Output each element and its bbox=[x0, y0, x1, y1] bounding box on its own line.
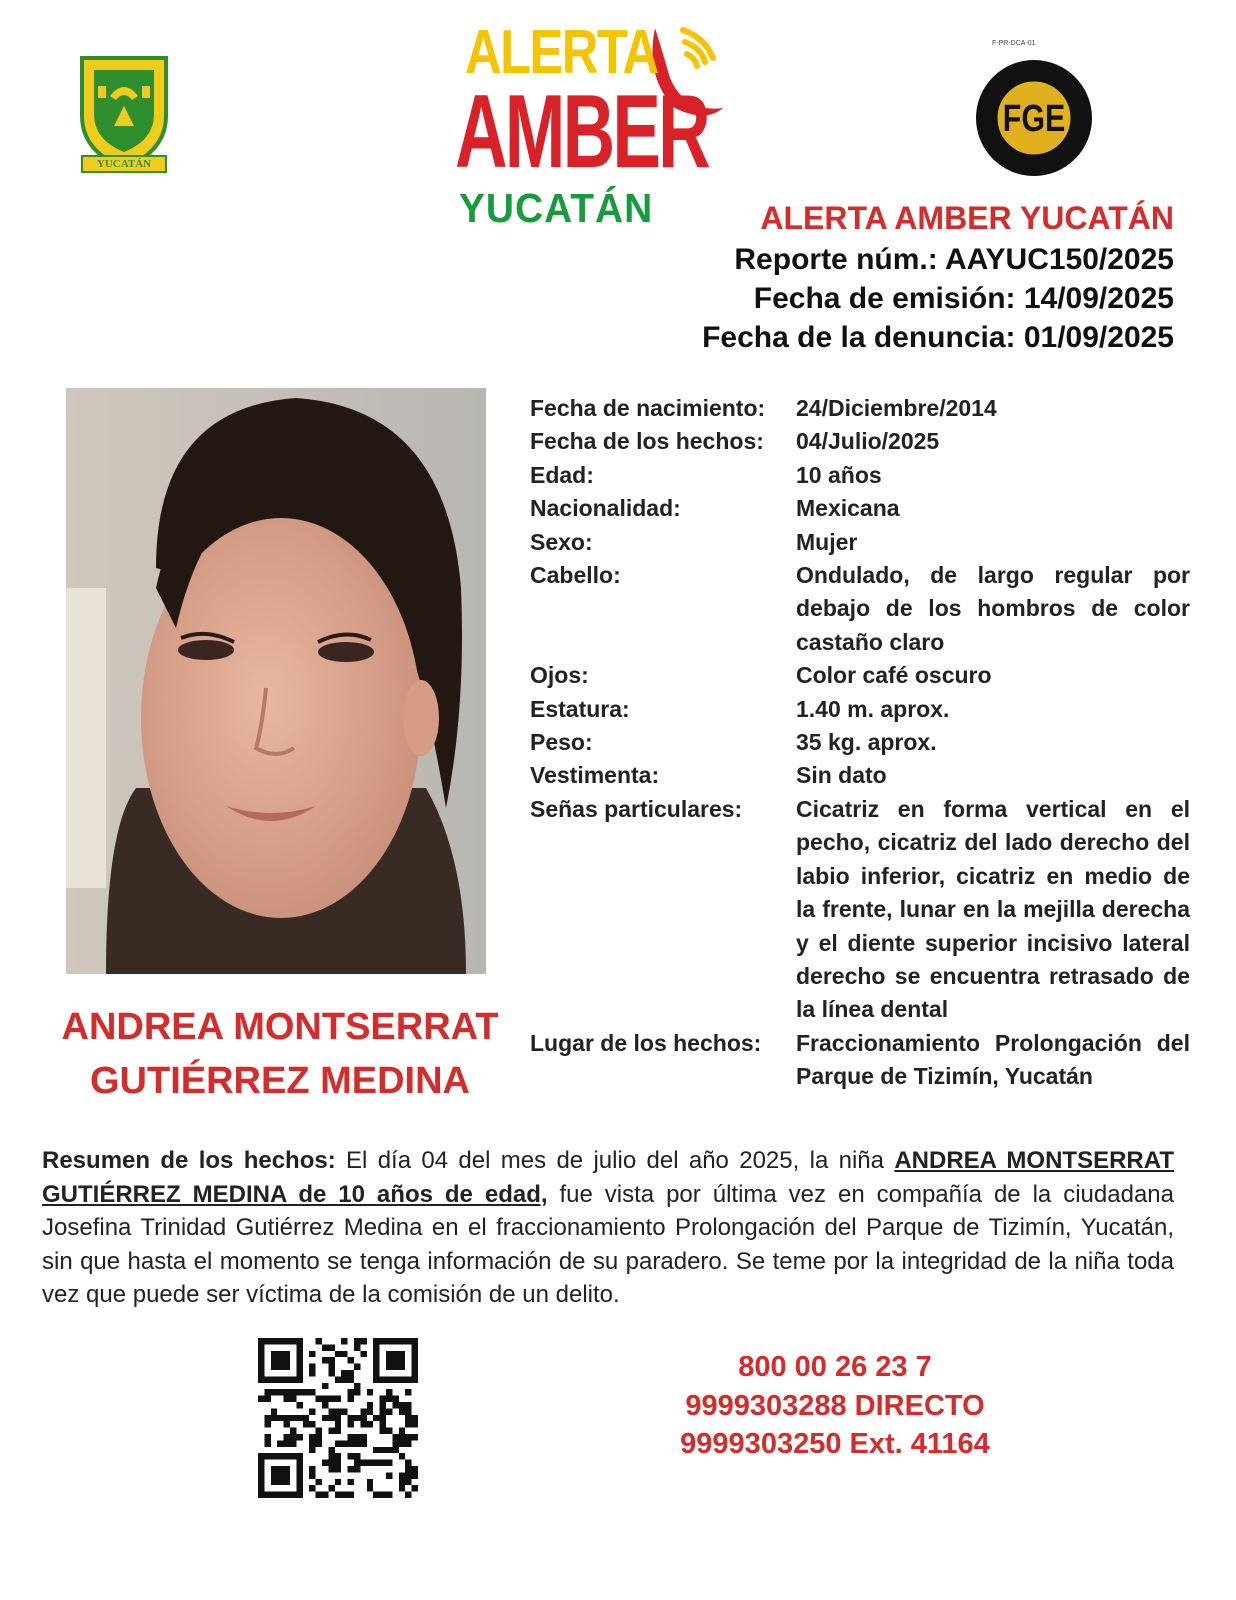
detail-row bbox=[530, 459, 1190, 492]
qr-code[interactable] bbox=[258, 1338, 418, 1498]
detail-row bbox=[530, 759, 1190, 792]
detail-label: Cabello: bbox=[530, 562, 621, 589]
detail-label: Edad: bbox=[530, 461, 594, 488]
detail-value: Mujer bbox=[796, 528, 858, 555]
phone-line-1[interactable]: 800 00 26 23 7 bbox=[738, 1351, 932, 1383]
detail-label: Nacionalidad: bbox=[530, 495, 681, 522]
missing-child-name bbox=[30, 1000, 530, 1108]
report-number: Reporte núm.: AAYUC150/2025 bbox=[734, 243, 1174, 276]
detail-value: Color café oscuro bbox=[796, 662, 992, 689]
coat-label: YUCATÁN bbox=[96, 158, 152, 170]
detail-row bbox=[530, 559, 1190, 659]
detail-row bbox=[530, 392, 1190, 425]
summary-rest: fue vista por última vez en compañía de la ciudadana Josefina Trinidad Gutiérrez Medina en el fraccionamiento Prolongación del Parque de Tizimín, Yucatán, sin que hasta el momento se tenga información de su paradero. Se teme por la integridad de la niña toda vez que puede ser víctima de la comisión de un delito. bbox=[42, 1180, 1174, 1309]
phone-line-3[interactable]: 9999303250 Ext. 41164 bbox=[680, 1428, 990, 1460]
issue-date: Fecha de emisión: 14/09/2025 bbox=[753, 282, 1174, 315]
detail-row bbox=[530, 693, 1190, 726]
detail-value: 24/Diciembre/2014 bbox=[796, 395, 997, 421]
detail-label: Vestimenta: bbox=[530, 762, 660, 789]
complaint-date: Fecha de la denuncia: 01/09/2025 bbox=[702, 321, 1174, 354]
logo-word-yucatan: YUCATÁN bbox=[459, 185, 654, 231]
phone-line-2[interactable]: 9999303288 DIRECTO bbox=[685, 1389, 985, 1422]
detail-value: 10 años bbox=[796, 461, 882, 488]
summary-label: Resumen de los hechos: bbox=[42, 1147, 336, 1174]
detail-value: 04/Julio/2025 bbox=[796, 428, 940, 455]
detail-row bbox=[530, 492, 1190, 525]
detail-label: Estatura: bbox=[530, 695, 630, 722]
name-line-1: ANDREA MONTSERRAT bbox=[61, 1006, 499, 1048]
detail-row bbox=[530, 526, 1190, 559]
detail-value: Fraccionamiento Prolongación del Parque de Tizimín, Yucatán bbox=[796, 1029, 1190, 1090]
name-line-2: GUTIÉRREZ MEDINA bbox=[90, 1060, 470, 1102]
detail-label: Fecha de nacimiento: bbox=[530, 395, 766, 421]
detail-label: Ojos: bbox=[530, 662, 589, 689]
logo-word-alerta: ALERTA bbox=[465, 18, 658, 87]
detail-value: Ondulado, de largo regular por debajo de los hombros de color castaño claro bbox=[796, 562, 1190, 655]
detail-value: Sin dato bbox=[796, 762, 887, 789]
form-code: F-PR-DCA-01 bbox=[992, 40, 1036, 47]
alert-title: ALERTA AMBER YUCATÁN bbox=[760, 200, 1174, 236]
yucatan-coat-of-arms-logo bbox=[80, 56, 168, 176]
detail-label: Peso: bbox=[530, 729, 593, 756]
contact-phones bbox=[620, 1348, 1050, 1464]
detail-label: Sexo: bbox=[530, 528, 593, 555]
fge-seal-logo bbox=[972, 40, 1096, 180]
missing-child-photo bbox=[66, 388, 486, 974]
detail-row bbox=[530, 793, 1190, 1027]
detail-value: Cicatriz en forma vertical en el pecho, cicatriz del lado derecho del labio inferior, cicatriz en medio de la frente, lunar en la mejilla derecha y el diente superior incisivo lateral derecho se encuentra retrasado de la línea dental bbox=[796, 795, 1190, 1023]
summary-intro: El día 04 del mes de julio del año 2025, la niña bbox=[335, 1147, 895, 1174]
details-table bbox=[530, 392, 1190, 1094]
detail-row bbox=[530, 659, 1190, 692]
detail-label: Lugar de los hechos: bbox=[530, 1029, 762, 1056]
detail-row bbox=[530, 425, 1190, 458]
detail-label: Fecha de los hechos: bbox=[530, 428, 764, 455]
detail-value: 1.40 m. aprox. bbox=[796, 695, 950, 722]
summary-highlight: ANDREA MONTSERRAT GUTIÉRREZ MEDINA de 10 años de edad, bbox=[42, 1147, 1174, 1208]
detail-row bbox=[530, 726, 1190, 759]
logo-word-amber: AMBER bbox=[455, 74, 708, 190]
detail-label: Señas particulares: bbox=[530, 795, 743, 822]
detail-row bbox=[530, 1027, 1190, 1094]
detail-value: 35 kg. aprox. bbox=[796, 729, 937, 756]
summary-paragraph bbox=[42, 1144, 1174, 1312]
fge-initials: FGE bbox=[1002, 98, 1066, 140]
alerta-amber-logo bbox=[455, 18, 725, 231]
detail-value: Mexicana bbox=[796, 495, 900, 522]
